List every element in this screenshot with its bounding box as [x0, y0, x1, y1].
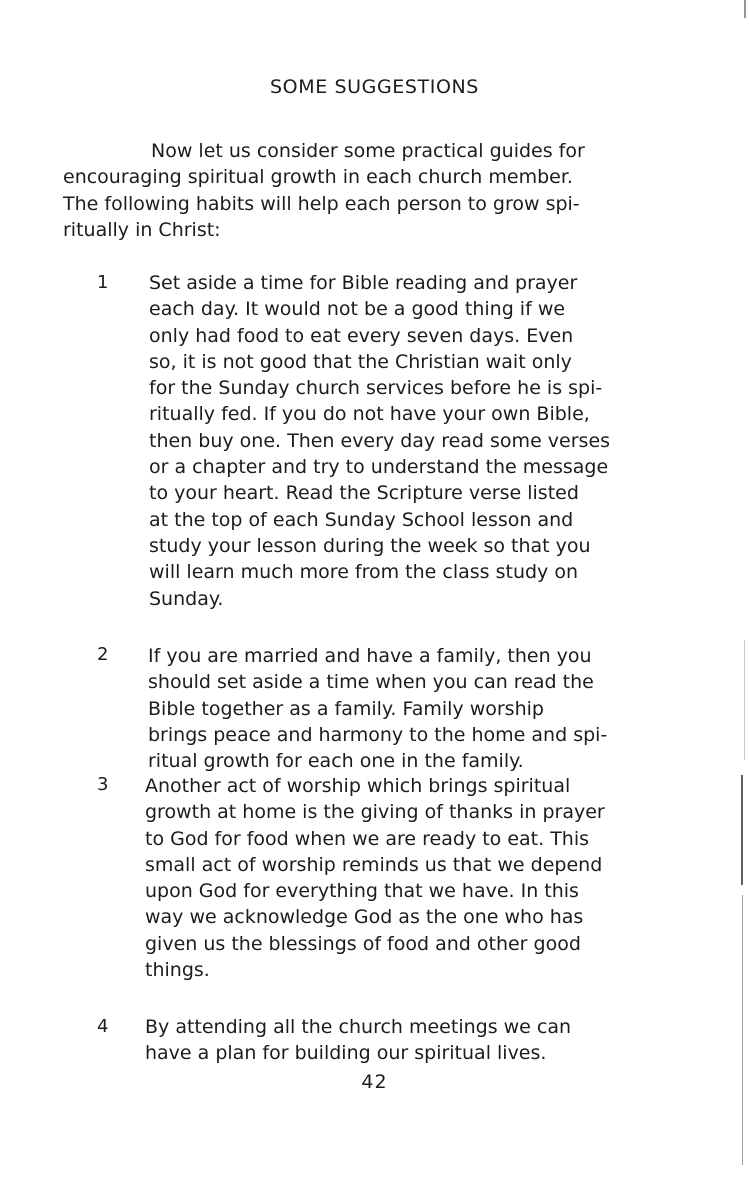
item-line: only had food to eat every seven days. Even	[149, 324, 574, 347]
scan-edge-mark	[741, 775, 743, 885]
item-number: 3	[97, 774, 109, 795]
item-line: each day. It would not be a good thing if we	[149, 298, 566, 321]
item-line: Sunday.	[149, 587, 224, 610]
item-4-text	[145, 1014, 571, 1067]
item-number: 2	[97, 644, 109, 665]
intro-line: The following habits will help each person to grow spi-	[63, 192, 580, 215]
item-1-text	[149, 270, 610, 612]
item-line: or a chapter and try to understand the message	[149, 456, 609, 479]
intro-line: encouraging spiritual growth in each church member.	[63, 166, 573, 189]
item-line: growth at home is the giving of thanks in prayer	[145, 801, 605, 824]
item-3-text	[145, 773, 605, 983]
item-line: Another act of worship which brings spiritual	[145, 775, 571, 797]
intro-line: ritually in Christ:	[63, 218, 221, 241]
item-2-text	[148, 643, 607, 774]
item-line: upon God for everything that we have. In this	[145, 880, 579, 903]
item-line: to God for food when we are ready to eat. This	[145, 827, 590, 850]
item-number: 1	[97, 272, 109, 293]
item-line: so, it is not good that the Christian wait only	[149, 350, 572, 373]
item-line: things.	[145, 959, 210, 982]
item-line: ritual growth for each one in the family.	[148, 750, 524, 773]
item-line: Set aside a time for Bible reading and prayer	[149, 272, 578, 294]
page-number: 42	[361, 1071, 388, 1093]
item-line: should set aside a time when you can read the	[148, 671, 594, 694]
item-line: Bible together as a family. Family worship	[148, 697, 544, 720]
item-line: way we acknowledge God as the one who has	[145, 906, 584, 929]
item-line: given us the blessings of food and other good	[145, 932, 581, 955]
item-number: 4	[97, 1016, 109, 1037]
item-line: for the Sunday church services before he is spi-	[149, 377, 603, 400]
item-line: at the top of each Sunday School lesson and	[149, 508, 574, 531]
item-line: If you are married and have a family, then you	[148, 645, 592, 667]
scan-edge-mark	[742, 895, 743, 1165]
item-line: will learn much more from the class study on	[149, 561, 579, 584]
item-line: to your heart. Read the Scripture verse listed	[149, 482, 579, 505]
item-line: small act of worship reminds us that we depend	[145, 853, 603, 876]
item-line: By attending all the church meetings we can	[145, 1016, 572, 1038]
item-line: brings peace and harmony to the home and spi-	[148, 723, 608, 746]
scan-edge-mark	[744, 0, 746, 18]
intro-paragraph	[63, 138, 703, 243]
scan-edge-mark	[744, 640, 745, 760]
section-heading: SOME SUGGESTIONS	[270, 76, 479, 98]
item-line: then buy one. Then every day read some verses	[149, 429, 611, 452]
intro-line: Now let us consider some practical guides for	[151, 140, 585, 162]
item-line: study your lesson during the week so that you	[149, 534, 591, 557]
item-line: ritually fed. If you do not have your own Bible,	[149, 403, 590, 426]
item-line: have a plan for building our spiritual lives.	[145, 1042, 547, 1065]
